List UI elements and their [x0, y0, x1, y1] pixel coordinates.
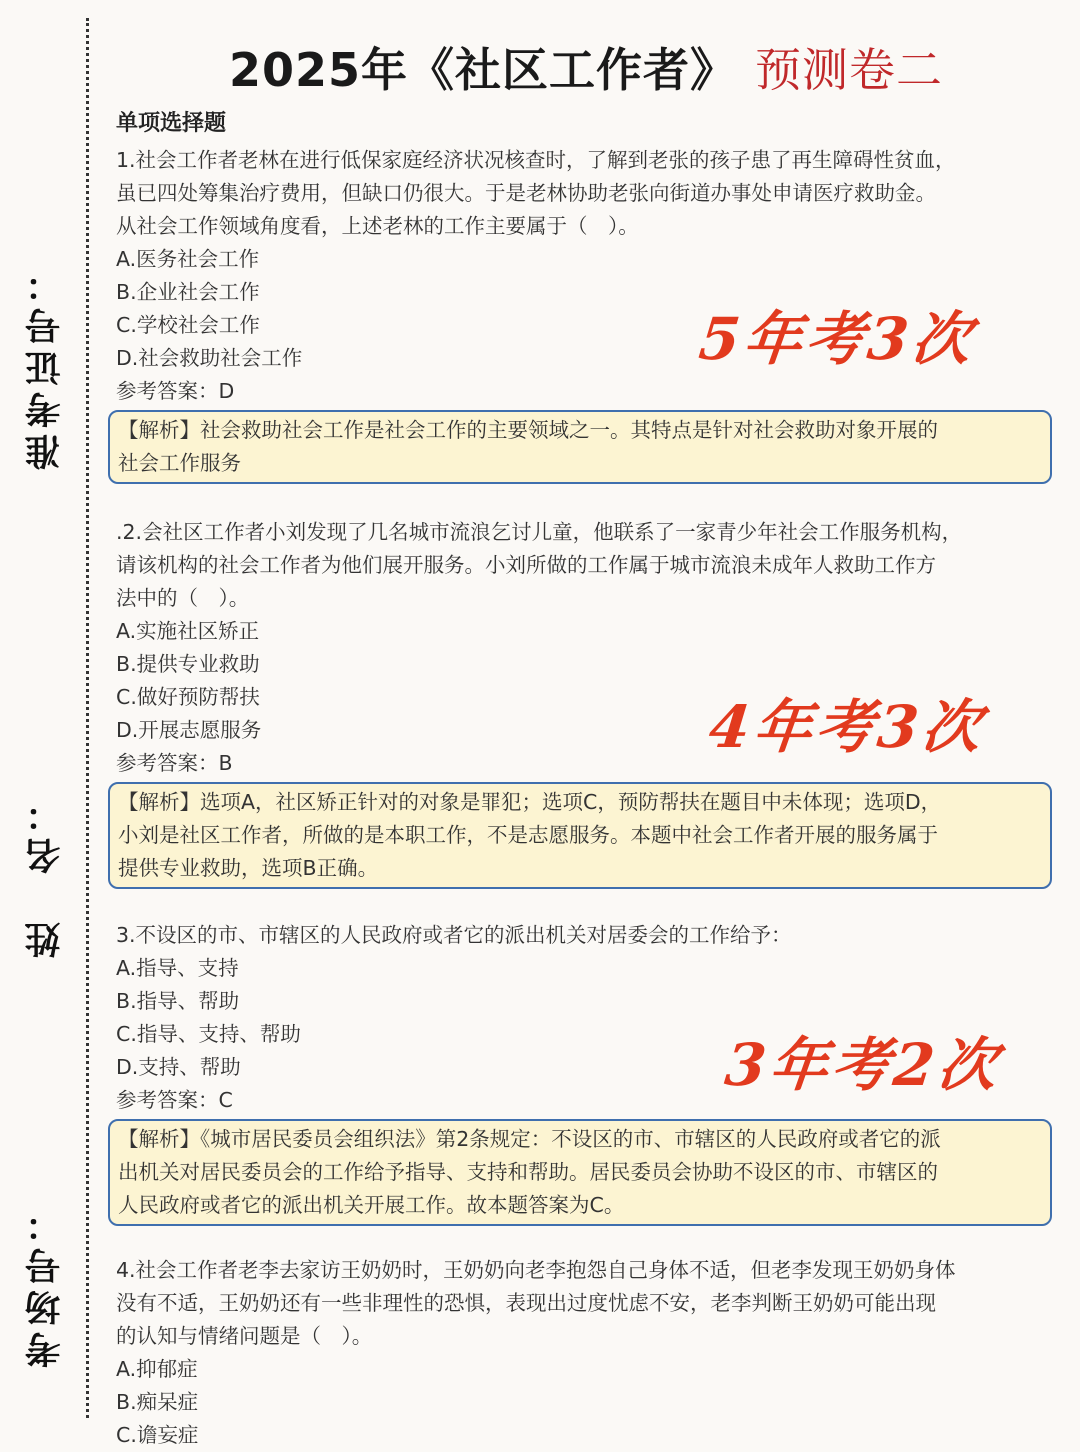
- q1-answer: 参考答案：D: [116, 379, 235, 403]
- exam-info-strip: [0, 0, 92, 1439]
- q4-option-b: B.痴呆症: [116, 1390, 199, 1414]
- q3-frequency-note: 3年考2次: [721, 1031, 1004, 1099]
- q1-option-d: D.社会救助社会工作: [116, 346, 303, 370]
- q2-stem-line: 法中的（ ）。: [116, 586, 250, 610]
- q4-option-a: A.抑郁症: [116, 1357, 198, 1381]
- q2-option-b: B.提供专业救助: [116, 652, 260, 676]
- q2-option-d: D.开展志愿服务: [116, 718, 262, 742]
- q2-frequency-note: 4年考3次: [705, 693, 988, 761]
- q1-option-b: B.企业社会工作: [116, 280, 260, 304]
- exam-id-label: 准考证号：: [25, 260, 66, 470]
- q3-answer: 参考答案：C: [116, 1088, 233, 1112]
- title-highlight: 预测卷二: [755, 43, 944, 97]
- q2-stem-line: 请该机构的社会工作者为他们展开服务。小刘所做的工作属于城市流浪未成年人救助工作方: [116, 553, 936, 577]
- q4-stem-line: 没有不适，王奶奶还有一些非理性的恐惧，表现出过度忧虑不安，老李判断王奶奶可能出现: [116, 1291, 936, 1315]
- page-title: [92, 34, 1080, 100]
- binding-dotted-line: [86, 18, 89, 1418]
- q2-analysis-line: 【解析】选项A，社区矫正针对的对象是罪犯；选项C，预防帮扶在题目中未体现；选项D，: [118, 790, 942, 814]
- q3-stem-line: 3.不设区的市、市辖区的人民政府或者它的派出机关对居委会的工作给予：: [116, 923, 792, 947]
- q1-analysis-line: 【解析】社会救助社会工作是社会工作的主要领域之一。其特点是针对社会救助对象开展的: [118, 418, 938, 442]
- q3-analysis-box: [108, 1119, 1052, 1226]
- q4-option-c: C.谵妄症: [116, 1423, 199, 1447]
- title-main: 2025年《社区工作者》: [228, 43, 738, 97]
- q2-analysis-line: 提供专业救助，选项B正确。: [118, 856, 379, 880]
- q4-stem-line: 的认知与情绪问题是（ ）。: [116, 1324, 373, 1348]
- question-4: [116, 1254, 1052, 1452]
- q1-analysis-line: 社会工作服务: [118, 451, 241, 475]
- q3-analysis-line: 出机关对居民委员会的工作给予指导、支持和帮助。居民委员会协助不设区的市、市辖区的: [118, 1160, 938, 1184]
- q1-stem-line: 从社会工作领域角度看，上述老林的工作主要属于（ ）。: [116, 214, 639, 238]
- q2-analysis-line: 小刘是社区工作者，所做的是本职工作，不是志愿服务。本题中社会工作者开展的服务属于: [118, 823, 938, 847]
- q2-option-c: C.做好预防帮扶: [116, 685, 260, 709]
- q3-option-c: C.指导、支持、帮助: [116, 1022, 301, 1046]
- section-title: 单项选择题: [116, 111, 227, 136]
- q2-stem-line: .2.会社区工作者小刘发现了几名城市流浪乞讨儿童，他联系了一家青少年社会工作服务机构，: [116, 520, 963, 544]
- q2-analysis-box: [108, 782, 1052, 889]
- name-label: 姓 名：: [25, 790, 66, 958]
- exam-room-label: 考场号：: [25, 1200, 66, 1368]
- q4-stem-line: 4.社会工作者老李去家访王奶奶时，王奶奶向老李抱怨自己身体不适，但老李发现王奶奶身体: [116, 1258, 956, 1282]
- q3-option-b: B.指导、帮助: [116, 989, 240, 1013]
- q1-stem-line: 1.社会工作者老林在进行低保家庭经济状况核查时，了解到老张的孩子患了再生障碍性贫血，: [116, 148, 956, 172]
- q1-option-c: C.学校社会工作: [116, 313, 260, 337]
- q1-analysis-box: [108, 410, 1052, 484]
- q3-option-a: A.指导、支持: [116, 956, 239, 980]
- q2-option-a: A.实施社区矫正: [116, 619, 260, 643]
- q1-option-a: A.医务社会工作: [116, 247, 260, 271]
- q1-stem-line: 虽已四处筹集治疗费用，但缺口仍很大。于是老林协助老张向街道办事处申请医疗救助金。: [116, 181, 936, 205]
- q3-analysis-line: 【解析】《城市居民委员会组织法》第2条规定：不设区的市、市辖区的人民政府或者它的派: [118, 1127, 941, 1151]
- q3-option-d: D.支持、帮助: [116, 1055, 241, 1079]
- q2-answer: 参考答案：B: [116, 751, 233, 775]
- q1-frequency-note: 5年考3次: [695, 305, 978, 373]
- q3-analysis-line: 人民政府或者它的派出机关开展工作。故本题答案为C。: [118, 1193, 625, 1217]
